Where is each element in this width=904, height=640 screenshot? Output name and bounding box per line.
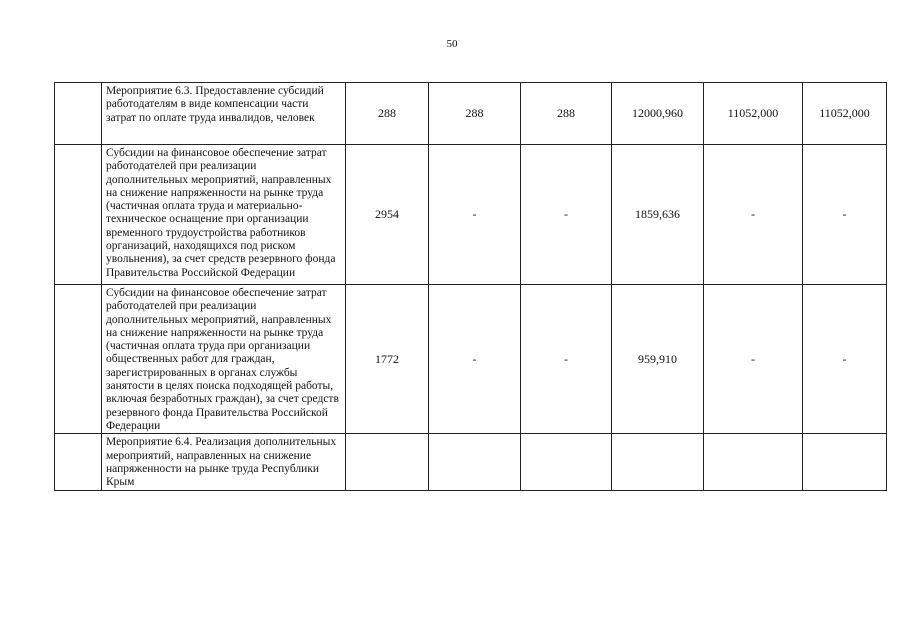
value-cell: - [429, 285, 521, 434]
table-row [55, 83, 887, 145]
value-cell [704, 434, 803, 491]
value-cell [429, 434, 521, 491]
budget-table [54, 82, 887, 491]
index-cell [55, 434, 102, 491]
value-cell [521, 434, 612, 491]
value-cell: 288 [521, 83, 612, 145]
value-cell: - [429, 145, 521, 285]
page-number: 50 [446, 38, 458, 50]
value-cell: 11052,000 [704, 83, 803, 145]
index-cell [55, 83, 102, 145]
value-cell: - [704, 285, 803, 434]
value-cell: 1772 [346, 285, 429, 434]
index-cell [55, 285, 102, 434]
description-cell: Субсидии на финансовое обеспечение затрат работодателей при реализации дополнительных мероприятий, направленных на снижение напряженности на рынке труда (частичная оплата труда и материально-техническое оснащение при организации временного трудоустройства работников организаций, находящихся под риском увольнения), за счет средств резервного фонда Правительства Российской Федерации [102, 145, 346, 285]
index-cell [55, 145, 102, 285]
value-cell: 1859,636 [612, 145, 704, 285]
value-cell: - [704, 145, 803, 285]
value-cell [346, 434, 429, 491]
description-cell: Мероприятие 6.3. Предоставление субсидий работодателям в виде компенсации части затрат по оплате труда инвалидов, человек [102, 83, 346, 145]
value-cell: 11052,000 [803, 83, 887, 145]
value-cell: 12000,960 [612, 83, 704, 145]
value-cell: - [803, 145, 887, 285]
value-cell: 288 [429, 83, 521, 145]
description-cell: Субсидии на финансовое обеспечение затрат работодателей при реализации дополнительных мероприятий, направленных на снижение напряженности на рынке труда (частичная оплата труда при организации общественных работ для граждан, зарегистрированных в органах службы занятости в целях поиска подходящей работы, включая безработных граждан), за счет средств резервного фонда Правительства Российской Федерации [102, 285, 346, 434]
table-row [55, 285, 887, 434]
value-cell: 288 [346, 83, 429, 145]
value-cell: 2954 [346, 145, 429, 285]
value-cell: 959,910 [612, 285, 704, 434]
value-cell [803, 434, 887, 491]
table-row [55, 434, 887, 491]
table-row [55, 145, 887, 285]
description-cell: Мероприятие 6.4. Реализация дополнительных мероприятий, направленных на снижение напряженности на рынке труда Республики Крым [102, 434, 346, 491]
value-cell [612, 434, 704, 491]
value-cell: - [803, 285, 887, 434]
value-cell: - [521, 285, 612, 434]
value-cell: - [521, 145, 612, 285]
